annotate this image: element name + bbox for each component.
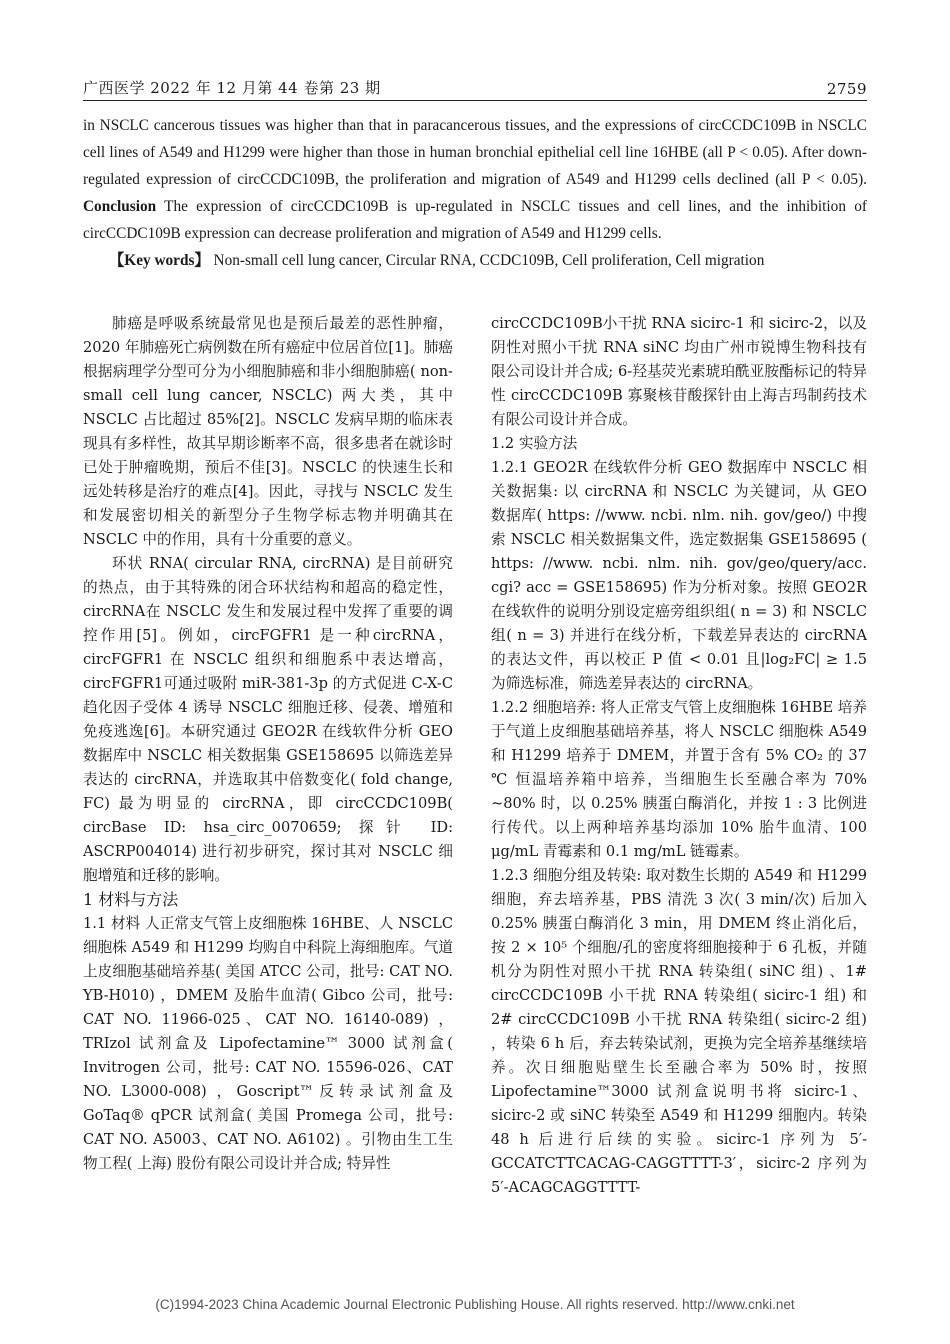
journal-info: 广西医学 2022 年 12 月第 44 卷第 23 期 — [83, 79, 381, 97]
copyright-footer: (C)1994-2023 China Academic Journal Electronic Publishing House. All rights reserved. http://www.cnki.net — [155, 1297, 795, 1312]
section-1-2-2: 1.2.2 细胞培养: 将人正常支气管上皮细胞株 16HBE 培养于气道上皮细胞基础培养基，将人 NSCLC 细胞株 A549 和 H1299 培养于 DMEM，并置于含有 5% CO₂ 的 37 ℃ 恒温培养箱中培养，当细胞生长至融合率为 70% ~80% 时，以 0.25% 胰蛋白酶消化，并按 1 : 3 比例进行传代。以上两种培养基均添加 10% 胎牛血清、100 μg/mL 青霉素和 0.1 mg/mL 链霉素。 — [491, 699, 867, 860]
right-column — [491, 312, 867, 1200]
conclusion-label: Conclusion — [83, 198, 157, 215]
section-1-2-3: 1.2.3 细胞分组及转染: 取对数生长期的 A549 和 H1299 细胞，弃去培养基，PBS 清洗 3 次( 3 min/次) 后加入 0.25% 胰蛋白酶消化 3 min，用 DMEM 终止消化后，按 2 × 10⁵ 个细胞/孔的密度将细胞接种于 6 孔板，并随机分为阴性对照小干扰 RNA 转染组( siNC 组) 、1# circCCDC109B 小干扰 RNA 转染组( sicirc-1 组) 和 2# circCCDC109B 小干扰 RNA 转染组( sicirc-2 组) ，转染 6 h 后，弃去转染试剂，更换为完全培养基继续培养。次日细胞贴壁生长至融合率为 50% 时，按照 Lipofectamine™3000 试剂盒说明书将 sicirc-1、sicirc-2 或 siNC 转染至 A549 和 H1299 细胞内。转染 48 h 后进行后续的实验。sicirc-1 序列为 5′-GCCATCTTCACAG-CAGGTTTT-3′，sicirc-2 序列为 5′-ACAGCAGGTTTT- — [491, 867, 867, 1196]
left-column — [83, 312, 453, 1176]
keywords-line — [83, 247, 867, 274]
materials-continued: circCCDC109B小干扰 RNA sicirc-1 和 sicirc-2，以及阴性对照小干扰 RNA siNC 均由广州市锐博生物科技有限公司设计并合成; 6-羟基荧光素琥珀酰亚胺酯标记的特异性 circCCDC109B 寡聚核苷酸探针由上海吉玛制药技术有限公司设计并合成。 — [491, 315, 867, 428]
abstract-results — [83, 112, 867, 247]
conclusion-text: The expression of circCCDC109B is up-regulated in NSCLC tissues and cell lines, and the inhibition of circCCDC109B expression can decrease proliferation and migration of A549 and H1299 cells. — [83, 198, 867, 242]
keywords-label: 【Key words】 — [109, 252, 210, 269]
section-1-1-materials: 1.1 材料 人正常支气管上皮细胞株 16HBE、人 NSCLC 细胞株 A549 和 H1299 均购自中科院上海细胞库。气道上皮细胞基础培养基( 美国 ATCC 公司，批号: CAT NO. YB-H010) ，DMEM 及胎牛血清( Gibco 公司，批号: CAT NO. 11966-025、CAT NO. 16140-089) ，TRIzol 试剂盒及 Lipofectamine™ 3000 试剂盒( Invitrogen 公司，批号: CAT NO. 15596-026、CAT NO. L3000-008) ，Goscript™反转录试剂盒及 GoTaq® qPCR 试剂盒( 美国 Promega 公司，批号: CAT NO. A5003、CAT NO. A6102) 。引物由生工生物工程( 上海) 股份有限公司设计并合成; 特异性 — [83, 915, 453, 1172]
results-text: in NSCLC cancerous tissues was higher than that in paracancerous tissues, and the expressions of circCCDC109B in NSCLC cell lines of A549 and H1299 were higher than those in human bronchial epithelial cell line 16HBE (all P < 0.05). After down-regulated expression of circCCDC109B, the proliferation and migration of A549 and H1299 cells declined (all P < 0.05). — [83, 117, 867, 188]
section-1-2-1: 1.2.1 GEO2R 在线软件分析 GEO 数据库中 NSCLC 相关数据集: 以 circRNA 和 NSCLC 为关键词，从 GEO 数据库( https: //www. ncbi. nlm. nih. gov/geo/) 中搜索 NSCLC 相关数据集文件，选定数据集 GSE158695 ( https: //www. ncbi. nlm. nih. gov/geo/query/acc. cgi? acc = GSE158695) 作为分析对象。按照 GEO2R 在线软件的说明分别设定癌旁组织组( n = 3) 和 NSCLC 组( n = 3) 并进行在线分析，下载差异表达的 circRNA 的表达文件，再以校正 P 值 < 0.01 且|log₂FC| ≥ 1.5 为筛选标准，筛选差异表达的 circRNA。 — [491, 459, 867, 692]
running-header — [83, 74, 867, 98]
section-1-2-heading: 1.2 实验方法 — [491, 435, 578, 452]
page-number: 2759 — [826, 80, 867, 98]
intro-paragraph-2: 环状 RNA( circular RNA, circRNA) 是目前研究的热点，由于其特殊的闭合环状结构和超高的稳定性，circRNA在 NSCLC 发生和发展过程中发挥了重要的调控作用[5]。例如，circFGFR1 是一种circRNA，circFGFR1 在 NSCLC 组织和细胞系中表达增高，circFGFR1可通过吸附 miR-381-3p 的方式促进 C-X-C 趋化因子受体 4 诱导 NSCLC 细胞迁移、侵袭、增殖和免疫逃逸[6]。本研究通过 GEO2R 在线软件分析 GEO 数据库中 NSCLC 相关数据集 GSE158695 以筛选差异表达的 circRNA，并选取其中倍数变化( fold change, FC) 最为明显的 circRNA，即 circCCDC109B( circBase ID: hsa_circ_0070659; 探针 ID: ASCRP004014) 进行初步研究，探讨其对 NSCLC 细胞增殖和迁移的影响。 — [83, 555, 453, 884]
section-heading-materials-methods: 1 材料与方法 — [83, 890, 179, 909]
intro-paragraph-1: 肺癌是呼吸系统最常见也是预后最差的恶性肿瘤，2020 年肺癌死亡病例数在所有癌症中位居首位[1]。肺癌根据病理学分型可分为小细胞肺癌和非小细胞肺癌( non-small cell lung cancer, NSCLC) 两大类，其中 NSCLC 占比超过 85%[2]。NSCLC 发病早期的临床表现具有多样性，故其早期诊断率不高，很多患者在就诊时已处于肿瘤晚期，预后不佳[3]。NSCLC 的快速生长和远处转移是治疗的难点[4]。因此，寻找与 NSCLC 发生和发展密切相关的新型分子生物学标志物并明确其在 NSCLC 中的作用，具有十分重要的意义。 — [83, 315, 453, 548]
abstract-continuation — [83, 112, 867, 274]
keywords-text: Non-small cell lung cancer, Circular RNA, CCDC109B, Cell proliferation, Cell migration — [213, 252, 765, 269]
header-rule — [83, 100, 867, 101]
